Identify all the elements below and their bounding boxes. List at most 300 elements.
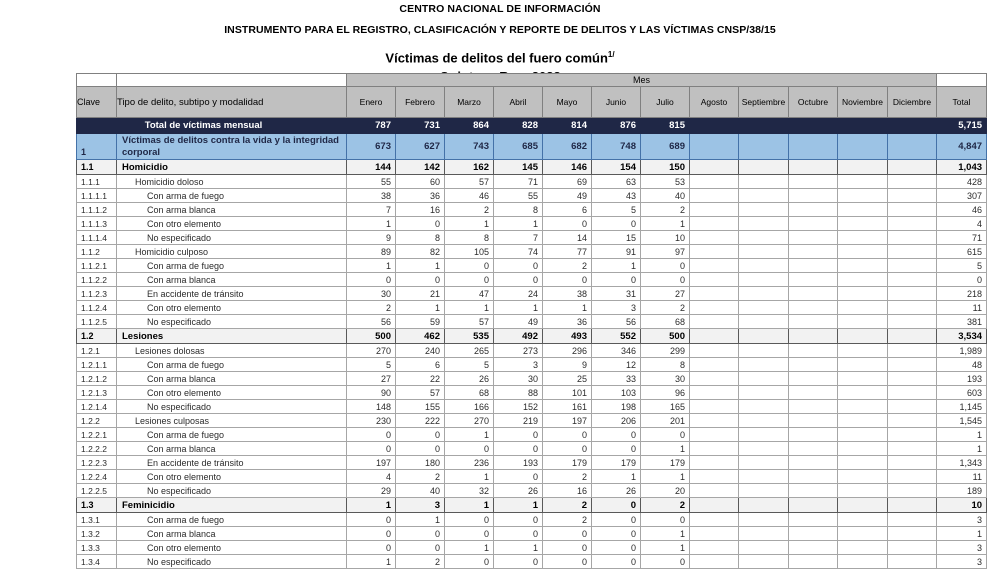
column-header-diciembre: Diciembre <box>888 87 937 118</box>
cell-febrero: 59 <box>396 315 445 329</box>
cell-mayo: 0 <box>543 541 592 555</box>
cell-septiembre <box>739 259 789 273</box>
cell-julio: 0 <box>641 259 690 273</box>
row-label: Con otro elemento <box>117 470 347 484</box>
cell-junio: 206 <box>592 414 641 428</box>
row-label: Con arma blanca <box>117 527 347 541</box>
table-body <box>77 118 987 569</box>
row-label: Con arma blanca <box>117 273 347 287</box>
cell-marzo: 0 <box>445 527 494 541</box>
cell-octubre <box>789 358 838 372</box>
cell-octubre <box>789 134 838 160</box>
cell-marzo: 0 <box>445 442 494 456</box>
cell-junio: 0 <box>592 513 641 527</box>
row-clave: 1.1.2 <box>77 245 117 259</box>
cell-julio: 815 <box>641 118 690 134</box>
cell-total: 3 <box>937 555 987 569</box>
cell-julio: 201 <box>641 414 690 428</box>
cell-noviembre <box>838 273 888 287</box>
cell-abril: 828 <box>494 118 543 134</box>
cell-enero: 55 <box>347 175 396 189</box>
cell-mayo: 179 <box>543 456 592 470</box>
column-header-total: Total <box>937 87 987 118</box>
cell-septiembre <box>739 287 789 301</box>
row-label: No especificado <box>117 555 347 569</box>
cell-octubre <box>789 386 838 400</box>
cell-agosto <box>690 344 739 358</box>
cell-total: 1,343 <box>937 456 987 470</box>
cell-mayo: 25 <box>543 372 592 386</box>
cell-marzo: 236 <box>445 456 494 470</box>
cell-junio: 0 <box>592 498 641 513</box>
cell-mayo: 0 <box>543 428 592 442</box>
cell-octubre <box>789 484 838 498</box>
cell-marzo: 0 <box>445 513 494 527</box>
cell-julio: 299 <box>641 344 690 358</box>
cell-noviembre <box>838 175 888 189</box>
cell-abril: 1 <box>494 301 543 315</box>
table-row <box>77 400 987 414</box>
cell-diciembre <box>888 134 937 160</box>
cell-agosto <box>690 329 739 344</box>
cell-junio: 552 <box>592 329 641 344</box>
cell-julio: 1 <box>641 442 690 456</box>
cell-marzo: 0 <box>445 259 494 273</box>
cell-agosto <box>690 372 739 386</box>
cell-abril: 0 <box>494 442 543 456</box>
cell-octubre <box>789 555 838 569</box>
cell-abril: 219 <box>494 414 543 428</box>
table-row <box>77 273 987 287</box>
cell-marzo: 1 <box>445 301 494 315</box>
column-header-marzo: Marzo <box>445 87 494 118</box>
cell-enero: 0 <box>347 541 396 555</box>
cell-julio: 2 <box>641 498 690 513</box>
cell-diciembre <box>888 442 937 456</box>
cell-abril: 71 <box>494 175 543 189</box>
cell-junio: 748 <box>592 134 641 160</box>
cell-abril: 1 <box>494 217 543 231</box>
cell-enero: 38 <box>347 189 396 203</box>
cell-octubre <box>789 315 838 329</box>
cell-septiembre <box>739 134 789 160</box>
cell-total: 4 <box>937 217 987 231</box>
cell-febrero: 155 <box>396 400 445 414</box>
cell-diciembre <box>888 287 937 301</box>
row-clave: 1.1.2.5 <box>77 315 117 329</box>
table-row <box>77 527 987 541</box>
cell-marzo: 270 <box>445 414 494 428</box>
cell-junio: 0 <box>592 428 641 442</box>
cell-julio: 1 <box>641 217 690 231</box>
table-row <box>77 245 987 259</box>
cell-total: 1,043 <box>937 160 987 175</box>
cell-mayo: 16 <box>543 484 592 498</box>
row-clave: 1.3 <box>77 498 117 513</box>
table-row <box>77 372 987 386</box>
cell-mayo: 9 <box>543 358 592 372</box>
table-row <box>77 315 987 329</box>
cell-agosto <box>690 118 739 134</box>
cell-julio: 97 <box>641 245 690 259</box>
row-clave: 1.2.2.2 <box>77 442 117 456</box>
cell-junio: 0 <box>592 541 641 555</box>
cell-febrero: 0 <box>396 527 445 541</box>
cell-noviembre <box>838 134 888 160</box>
cell-mayo: 6 <box>543 203 592 217</box>
cell-marzo: 162 <box>445 160 494 175</box>
victims-table <box>76 73 987 569</box>
cell-octubre <box>789 175 838 189</box>
row-clave: 1.3.2 <box>77 527 117 541</box>
cell-total: 1 <box>937 442 987 456</box>
cell-junio: 876 <box>592 118 641 134</box>
cell-julio: 179 <box>641 456 690 470</box>
cell-enero: 1 <box>347 217 396 231</box>
cell-octubre <box>789 428 838 442</box>
row-label: Con arma de fuego <box>117 428 347 442</box>
cell-total: 3 <box>937 541 987 555</box>
cell-octubre <box>789 259 838 273</box>
row-clave: 1.3.4 <box>77 555 117 569</box>
cell-total: 5 <box>937 259 987 273</box>
cell-total: 1 <box>937 527 987 541</box>
table-row <box>77 442 987 456</box>
cell-noviembre <box>838 527 888 541</box>
cell-abril: 0 <box>494 259 543 273</box>
cell-agosto <box>690 498 739 513</box>
instrument-name: INSTRUMENTO PARA EL REGISTRO, CLASIFICACIÓN Y REPORTE DE DELITOS Y LAS VÍCTIMAS CNSP/38/15 <box>224 24 776 36</box>
cell-marzo: 57 <box>445 175 494 189</box>
table-row <box>77 301 987 315</box>
cell-diciembre <box>888 203 937 217</box>
cell-septiembre <box>739 442 789 456</box>
row-clave: 1.1.2.4 <box>77 301 117 315</box>
cell-enero: 2 <box>347 301 396 315</box>
column-header-abril: Abril <box>494 87 543 118</box>
cell-junio: 198 <box>592 400 641 414</box>
row-clave: 1.1.1.4 <box>77 231 117 245</box>
cell-junio: 31 <box>592 287 641 301</box>
cell-septiembre <box>739 372 789 386</box>
cell-enero: 5 <box>347 358 396 372</box>
cell-diciembre <box>888 555 937 569</box>
cell-octubre <box>789 513 838 527</box>
cell-enero: 787 <box>347 118 396 134</box>
row-clave: 1.1.2.2 <box>77 273 117 287</box>
column-header-julio: Julio <box>641 87 690 118</box>
cell-septiembre <box>739 498 789 513</box>
cell-febrero: 40 <box>396 484 445 498</box>
cell-agosto <box>690 358 739 372</box>
cell-total: 307 <box>937 189 987 203</box>
table-row <box>77 470 987 484</box>
table-row <box>77 414 987 428</box>
cell-octubre <box>789 118 838 134</box>
cell-agosto <box>690 134 739 160</box>
cell-noviembre <box>838 386 888 400</box>
cell-diciembre <box>888 484 937 498</box>
cell-febrero: 21 <box>396 287 445 301</box>
cell-octubre <box>789 245 838 259</box>
table-row <box>77 555 987 569</box>
cell-octubre <box>789 203 838 217</box>
cell-octubre <box>789 287 838 301</box>
column-header-tipo: Tipo de delito, subtipo y modalidad <box>117 87 347 118</box>
cell-mayo: 0 <box>543 442 592 456</box>
column-header-septiembre: Septiembre <box>739 87 789 118</box>
cell-junio: 103 <box>592 386 641 400</box>
cell-abril: 1 <box>494 498 543 513</box>
cell-noviembre <box>838 217 888 231</box>
cell-septiembre <box>739 175 789 189</box>
cell-enero: 197 <box>347 456 396 470</box>
cell-mayo: 38 <box>543 287 592 301</box>
cell-enero: 0 <box>347 428 396 442</box>
cell-noviembre <box>838 555 888 569</box>
table-row <box>77 217 987 231</box>
cell-septiembre <box>739 414 789 428</box>
cell-julio: 0 <box>641 273 690 287</box>
row-clave: 1.1.1.2 <box>77 203 117 217</box>
column-header-noviembre: Noviembre <box>838 87 888 118</box>
cell-agosto <box>690 386 739 400</box>
cell-agosto <box>690 400 739 414</box>
row-label: Total de víctimas mensual <box>77 118 347 134</box>
cell-enero: 27 <box>347 372 396 386</box>
cell-junio: 5 <box>592 203 641 217</box>
row-clave: 1.2.1.1 <box>77 358 117 372</box>
cell-febrero: 1 <box>396 513 445 527</box>
cell-febrero: 142 <box>396 160 445 175</box>
row-clave: 1.2.1.2 <box>77 372 117 386</box>
cell-enero: 0 <box>347 527 396 541</box>
cell-julio: 40 <box>641 189 690 203</box>
cell-julio: 1 <box>641 527 690 541</box>
cell-febrero: 731 <box>396 118 445 134</box>
cell-septiembre <box>739 456 789 470</box>
cell-noviembre <box>838 358 888 372</box>
cell-total: 1 <box>937 428 987 442</box>
row-label: Homicidio <box>117 160 347 175</box>
table-row <box>77 428 987 442</box>
cell-septiembre <box>739 344 789 358</box>
cell-abril: 152 <box>494 400 543 414</box>
cell-agosto <box>690 414 739 428</box>
row-clave: 1.2 <box>77 329 117 344</box>
table-row <box>77 344 987 358</box>
cell-abril: 8 <box>494 203 543 217</box>
cell-abril: 1 <box>494 541 543 555</box>
cell-diciembre <box>888 358 937 372</box>
cell-enero: 1 <box>347 498 396 513</box>
cell-diciembre <box>888 175 937 189</box>
cell-septiembre <box>739 541 789 555</box>
cell-marzo: 105 <box>445 245 494 259</box>
cell-total: 4,847 <box>937 134 987 160</box>
row-label: Con otro elemento <box>117 217 347 231</box>
cell-abril: 273 <box>494 344 543 358</box>
cell-julio: 1 <box>641 541 690 555</box>
cell-junio: 346 <box>592 344 641 358</box>
cell-octubre <box>789 442 838 456</box>
row-label: No especificado <box>117 400 347 414</box>
cell-total: 189 <box>937 484 987 498</box>
cell-noviembre <box>838 414 888 428</box>
cell-febrero: 627 <box>396 134 445 160</box>
cell-septiembre <box>739 484 789 498</box>
column-header-enero: Enero <box>347 87 396 118</box>
row-label: Lesiones dolosas <box>117 344 347 358</box>
cell-febrero: 0 <box>396 541 445 555</box>
cell-mayo: 0 <box>543 555 592 569</box>
row-clave: 1.2.2.5 <box>77 484 117 498</box>
cell-marzo: 535 <box>445 329 494 344</box>
row-clave: 1.1.1 <box>77 175 117 189</box>
cell-agosto <box>690 245 739 259</box>
cell-junio: 33 <box>592 372 641 386</box>
cell-noviembre <box>838 498 888 513</box>
cell-agosto <box>690 315 739 329</box>
row-label: Con otro elemento <box>117 386 347 400</box>
cell-agosto <box>690 484 739 498</box>
cell-junio: 154 <box>592 160 641 175</box>
cell-junio: 56 <box>592 315 641 329</box>
cell-febrero: 2 <box>396 555 445 569</box>
cell-abril: 7 <box>494 231 543 245</box>
page-title-text: Víctimas de delitos del fuero común <box>385 50 608 66</box>
row-label: Lesiones <box>117 329 347 344</box>
cell-febrero: 8 <box>396 231 445 245</box>
cell-octubre <box>789 273 838 287</box>
cell-septiembre <box>739 160 789 175</box>
cell-septiembre <box>739 555 789 569</box>
cell-marzo: 2 <box>445 203 494 217</box>
cell-total: 46 <box>937 203 987 217</box>
cell-abril: 685 <box>494 134 543 160</box>
cell-agosto <box>690 259 739 273</box>
cell-mayo: 814 <box>543 118 592 134</box>
table-row <box>77 386 987 400</box>
cell-diciembre <box>888 428 937 442</box>
cell-mayo: 101 <box>543 386 592 400</box>
cell-julio: 165 <box>641 400 690 414</box>
cell-julio: 2 <box>641 301 690 315</box>
cell-julio: 1 <box>641 470 690 484</box>
cell-junio: 0 <box>592 527 641 541</box>
cell-enero: 89 <box>347 245 396 259</box>
row-label: Feminicidio <box>117 498 347 513</box>
cell-noviembre <box>838 456 888 470</box>
cell-agosto <box>690 189 739 203</box>
row-clave: 1.1.2.1 <box>77 259 117 273</box>
cell-marzo: 1 <box>445 470 494 484</box>
cell-julio: 96 <box>641 386 690 400</box>
cell-septiembre <box>739 358 789 372</box>
cell-enero: 29 <box>347 484 396 498</box>
cell-agosto <box>690 470 739 484</box>
row-clave: 1.2.1.3 <box>77 386 117 400</box>
row-label: Con arma blanca <box>117 372 347 386</box>
row-clave: 1.2.2.3 <box>77 456 117 470</box>
cell-enero: 0 <box>347 442 396 456</box>
cell-marzo: 32 <box>445 484 494 498</box>
cell-agosto <box>690 513 739 527</box>
cell-total: 193 <box>937 372 987 386</box>
cell-total: 11 <box>937 470 987 484</box>
cell-total: 48 <box>937 358 987 372</box>
cell-abril: 492 <box>494 329 543 344</box>
cell-junio: 43 <box>592 189 641 203</box>
cell-diciembre <box>888 217 937 231</box>
table-row <box>77 498 987 513</box>
cell-septiembre <box>739 470 789 484</box>
cell-julio: 689 <box>641 134 690 160</box>
cell-diciembre <box>888 386 937 400</box>
cell-diciembre <box>888 160 937 175</box>
cell-total: 10 <box>937 498 987 513</box>
cell-noviembre <box>838 428 888 442</box>
cell-diciembre <box>888 372 937 386</box>
cell-total: 71 <box>937 231 987 245</box>
cell-mayo: 682 <box>543 134 592 160</box>
cell-marzo: 47 <box>445 287 494 301</box>
cell-abril: 0 <box>494 555 543 569</box>
cell-mayo: 2 <box>543 259 592 273</box>
cell-julio: 10 <box>641 231 690 245</box>
cell-febrero: 60 <box>396 175 445 189</box>
cell-septiembre <box>739 203 789 217</box>
table-column-header-row <box>77 87 987 118</box>
row-clave: 1.2.1.4 <box>77 400 117 414</box>
cell-total: 603 <box>937 386 987 400</box>
cell-febrero: 240 <box>396 344 445 358</box>
cell-septiembre <box>739 217 789 231</box>
cell-octubre <box>789 231 838 245</box>
cell-octubre <box>789 456 838 470</box>
cell-julio: 0 <box>641 428 690 442</box>
cell-mayo: 2 <box>543 498 592 513</box>
table-row <box>77 203 987 217</box>
cell-mayo: 2 <box>543 470 592 484</box>
cell-septiembre <box>739 118 789 134</box>
cell-marzo: 26 <box>445 372 494 386</box>
cell-junio: 1 <box>592 470 641 484</box>
row-label: Víctimas de delitos contra la vida y la integridad corporal <box>117 134 347 160</box>
row-clave: 1.2.1 <box>77 344 117 358</box>
table-row <box>77 259 987 273</box>
row-clave: 1.2.2.1 <box>77 428 117 442</box>
footnote-marker: 1/ <box>607 50 615 59</box>
cell-abril: 88 <box>494 386 543 400</box>
cell-octubre <box>789 541 838 555</box>
cell-noviembre <box>838 470 888 484</box>
row-label: En accidente de tránsito <box>117 287 347 301</box>
cell-mayo: 14 <box>543 231 592 245</box>
cell-julio: 0 <box>641 513 690 527</box>
cell-agosto <box>690 428 739 442</box>
header-spacer-total <box>937 74 987 87</box>
cell-junio: 3 <box>592 301 641 315</box>
cell-diciembre <box>888 541 937 555</box>
row-label: Lesiones culposas <box>117 414 347 428</box>
table-row <box>77 189 987 203</box>
cell-agosto <box>690 527 739 541</box>
cell-noviembre <box>838 287 888 301</box>
cell-julio: 2 <box>641 203 690 217</box>
column-header-junio: Junio <box>592 87 641 118</box>
cell-septiembre <box>739 428 789 442</box>
